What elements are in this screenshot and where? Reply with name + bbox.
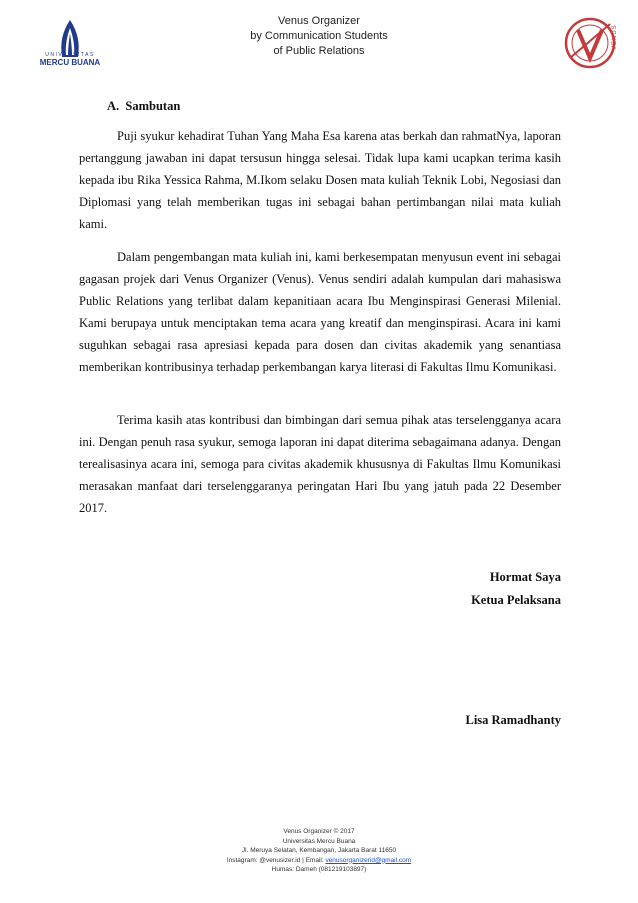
paragraph-3: Terima kasih atas kontribusi dan bimbingan dari semua pihak atas terselengganya acara ini. Dengan penuh rasa syukur, semoga laporan ini dapat diterima sebagaimana adanya. Dengan terealisasinya acara ini, semoga para civitas akademik khususnya di Fakultas Ilmu Komunikasi merasakan manfaat dari terselenggaranya peringatan Hari Ibu yang jatuh pada 22 Desember 2017. <box>79 413 561 515</box>
signature-name: Lisa Ramadhanty <box>465 713 561 727</box>
footer-line-1: Venus Organizer © 2017 <box>283 828 355 835</box>
page-header <box>0 14 638 59</box>
signature-closing: Hormat Saya <box>489 570 561 584</box>
header-line-1: Venus Organizer <box>278 15 360 27</box>
section-title: A. Sambutan <box>107 99 181 113</box>
footer-contact-text: Instagram: @venusizer.id | Email: <box>226 856 326 864</box>
footer-line-2: Universitas Mercu Buana <box>282 837 356 845</box>
paragraph-1: Puji syukur kehadirat Tuhan Yang Maha Esa karena atas berkah dan rahmatNya, laporan pertanggung jawaban ini dapat tersusun hingga selesai. Tidak lupa kami ucapkan terima kasih kepada ibu Rika Yessica Rahma, M.Ikom selaku Dosen mata kuliah Teknik Lobi, Negosiasi dan Diplomasi yang telah memberikan tugas ini sebagai bahan pertimbangan nilai mata kuliah kami. <box>79 129 561 231</box>
footer-email-link[interactable]: venusorganizerid@gmail.com <box>325 856 412 864</box>
page-footer <box>0 827 638 875</box>
header-line-2: by Communication Students <box>250 30 388 42</box>
footer-line-4 <box>0 856 638 866</box>
paragraph-2: Dalam pengembangan mata kuliah ini, kami berkesempatan menyusun event ini sebagai gagasan projek dari Venus Organizer (Venus). Venus sendiri adalah kumpulan dari mahasiswa Public Relations yang terlibat dalam kepanitiaan acara Ibu Menginspirasi Generasi Milenial. Kami berupaya untuk menciptakan tema acara yang kreatif dan menginspirasi. Acara ini kami suguhkan sebagai rasa apresiasi kepada para dosen dan civitas akademik yang senantiasa memberikan kontribusinya terhadap perkembangan karya literasi di Fakultas Ilmu Komunikasi. <box>79 250 561 374</box>
header-line-3: of Public Relations <box>273 45 365 57</box>
venus-logo-text: VENUS <box>612 24 618 50</box>
footer-line-3: Jl. Meruya Selatan, Kembangan, Jakarta Barat 11650 <box>241 847 397 854</box>
logo-name-text: MERCU BUANA <box>39 58 101 67</box>
venus-logo-icon <box>560 10 630 80</box>
logo-university-text: UNIVERSITAS <box>45 52 95 58</box>
footer-line-5: Humas: Dameh (081219103897) <box>271 866 367 873</box>
signature-role: Ketua Pelaksana <box>471 593 561 607</box>
